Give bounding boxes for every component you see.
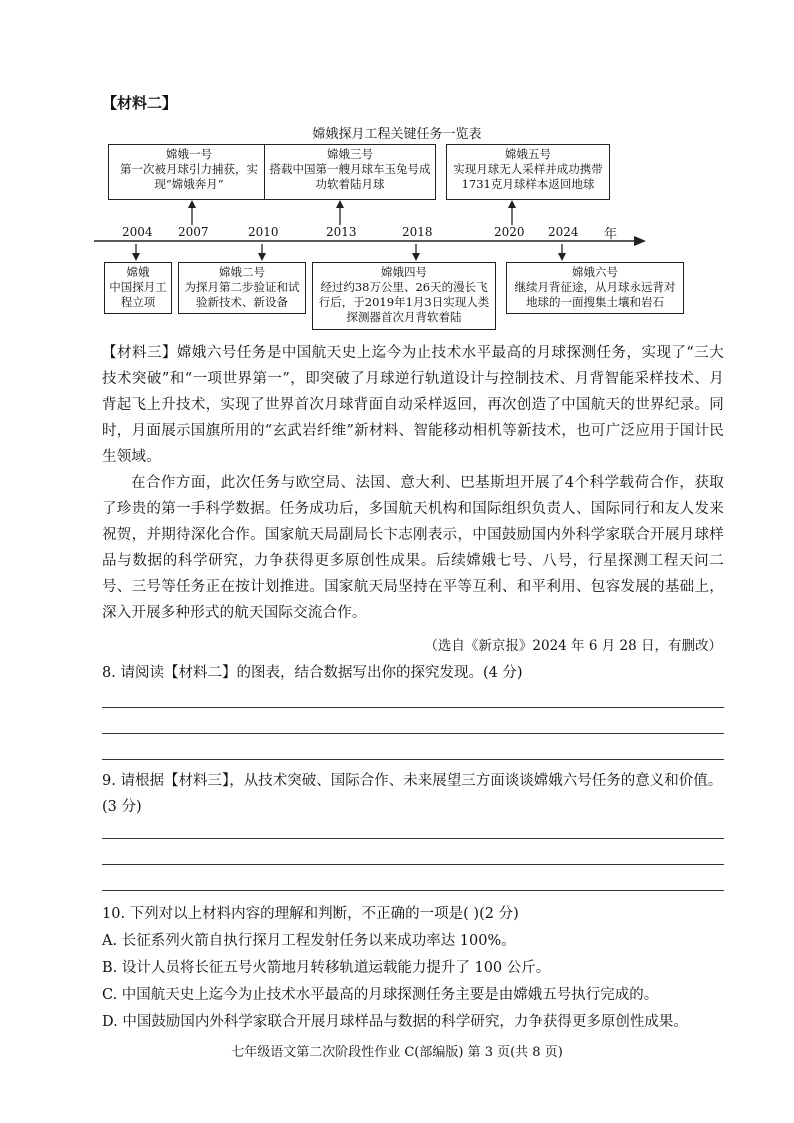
timeline-box-change2 [178,262,306,314]
timeline-box-change1 [108,144,270,200]
year-label: 2010 [248,225,279,239]
timeline-box-desc: 第一次被月球引力捕获，实现“嫦娥奔月” [120,162,258,191]
year-label: 2018 [402,225,433,239]
year-label: 2024 [548,225,579,239]
material-3-paragraph-1: 【材料三】嫦娥六号任务是中国航天史上迄今为止技术水平最高的月球探测任务，实现了“三大技术突破”和“一项世界第一”，即突破了月球逆行轨道设计与控制技术、月背智能采样技术、月背起飞上升技术，实现了世界首次月球背面自动采样返回，再次创造了中国航天的世界纪录。同时，月面展示国旗所用的“玄武岩纤维”新材料、智能移动相机等新技术，也可广泛应用于国计民生领域。 [102,345,724,465]
answer-line[interactable] [102,707,724,708]
timeline-box-desc: 继续月背征途，从月球永远背对地球的一面搜集土壤和岩石 [514,280,676,309]
timeline-box-change5 [446,144,610,200]
timeline-box-title: 嫦娥五号 [505,147,551,161]
timeline-box-title: 嫦娥六号 [572,265,618,279]
year-label: 2004 [122,225,153,239]
answer-line[interactable] [102,733,724,734]
timeline-box-change4 [312,262,496,330]
year-label: 2013 [326,225,357,239]
answer-line[interactable] [102,864,724,865]
timeline-box-change-project [104,262,172,314]
answer-line[interactable] [102,759,724,760]
timeline-box-change6 [506,262,684,314]
year-label: 2020 [494,225,525,239]
timeline-box-title: 嫦娥 [126,265,150,279]
option-b[interactable]: B. 设计人员将长征五号火箭地月转移轨道运载能力提升了 100 公斤。 [102,960,551,976]
material-2-label: 【材料二】 [102,94,178,112]
option-a[interactable]: A. 长征系列火箭自执行探月工程发射任务以来成功率达 100%。 [102,933,516,949]
timeline-box-title: 嫦娥三号 [327,147,373,161]
question-10-stem: 10. 下列对以上材料内容的理解和判断，不正确的一项是( )(2 分) [102,906,519,922]
timeline-box-desc: 为探月第二步验证和试验新技术、新设备 [184,280,300,309]
year-label: 2007 [178,225,209,239]
timeline-box-change3 [264,144,436,200]
question-9: 9. 请根据【材料三】，从技术突破、国际合作、未来展望三方面谈谈嫦娥六号任务的意义和价值。(3 分) [102,773,723,815]
answer-line[interactable] [102,838,724,839]
option-d[interactable]: D. 中国鼓励国内外科学家联合开展月球样品与数据的科学研究，力争获得更多原创性成果。 [102,1014,688,1030]
source-citation: （选自《新京报》2024 年 6 月 28 日，有删改） [424,638,722,654]
timeline-box-title: 嫦娥四号 [381,265,427,279]
axis-unit: 年 [604,227,618,242]
material-3-paragraph-2: 在合作方面，此次任务与欧空局、法国、意大利、巴基斯坦开展了4个科学载荷合作，获取了珍贵的第一手科学数据。任务成功后，多国航天机构和国际组织负责人、国际同行和友人发来祝贺，并期待深化合作。国家航天局副局长卞志刚表示，中国鼓励国内外科学家联合开展月球样品与数据的科学研究，力争获得更多原创性成果。后续嫦娥七号、八号，行星探测工程天问二号、三号等任务正在按计划推进。国家航天局坚持在平等互利、和平利用、包容发展的基础上，深入开展多种形式的航天国际交流合作。 [102,475,724,621]
timeline-box-title: 嫦娥二号 [219,265,265,279]
timeline-title: 嫦娥探月工程关键任务一览表 [312,127,482,142]
answer-line[interactable] [102,890,724,891]
timeline-box-title: 嫦娥一号 [166,147,212,161]
timeline-box-desc: 经过约38万公里、26天的漫长飞行后，于2019年1月3日实现人类探测器首次月背软着陆 [318,280,490,324]
page-footer: 七年级语文第二次阶段性作业 C(部编版) 第 3 页(共 8 页) [231,1045,563,1060]
timeline-box-desc: 实现月球无人采样并成功携带1731克月球样本返回地球 [453,162,603,191]
option-c[interactable]: C. 中国航天史上迄今为止技术水平最高的月球探测任务主要是由嫦娥五号执行完成的。 [102,987,659,1003]
question-8: 8. 请阅读【材料二】的图表，结合数据写出你的探究发现。(4 分) [102,665,523,681]
timeline-box-desc: 搭载中国第一艘月球车玉兔号成功软着陆月球 [269,162,431,191]
timeline-box-desc: 中国探月工程立项 [109,280,167,309]
